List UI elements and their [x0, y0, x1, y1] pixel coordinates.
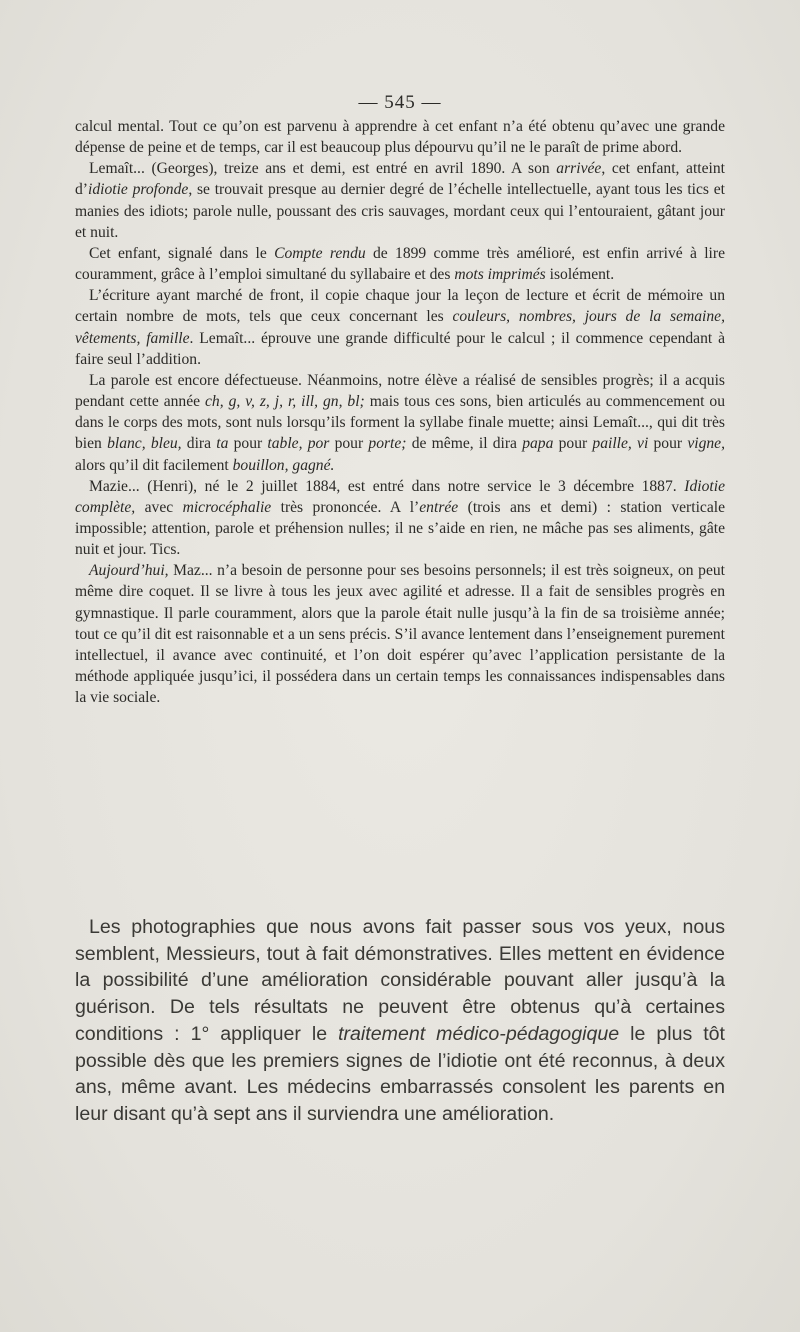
body-text-small [75, 116, 725, 708]
paragraph: Aujourd’hui, Maz... n’a besoin de personne pour ses besoins personnels; il est très soigneux, on peut même dire coquet. Il se livre à tous les jeux avec agilité et adresse. Il a fait de sensibles progrès en gymnastique. Il parle couramment, alors que la parole était nulle jusqu’à la fin de sa troisième année; tout ce qu’il dit est raisonnable et a un sens précis. S’il avance lentement dans l’enseignement purement intellectuel, il avance avec continuité, et l’on doit espérer qu’avec l’application persistante de la méthode appliquée jusqu’ici, il possédera dans un certain temps les connaissances indispensables dans la vie sociale. [75, 562, 725, 707]
paragraph: calcul mental. Tout ce qu’on est parvenu à apprendre à cet enfant n’a été obtenu qu’avec une grande dépense de peine et de temps, car il est beaucoup plus dépourvu qu’il ne le paraît de prime abord. [75, 118, 725, 157]
paragraph: La parole est encore défectueuse. Néanmoins, notre élève a réalisé de sensibles progrès; il a acquis pendant cette année ch, g, v, z, j, r, ill, gn, bl; mais tous ces sons, bien articulés au commencement ou dans le corps des mots, sont nuls lorsqu’ils forment la syllabe finale muette; ainsi Lemaît..., qui dit très bien blanc, bleu, dira ta pour table, por pour porte; de même, il dira papa pour paille, vi pour vigne, alors qu’il dit facilement bouillon, gagné. [75, 371, 725, 474]
body-text-large [75, 914, 725, 1128]
paragraph: Cet enfant, signalé dans le Compte rendu de 1899 comme très amélioré, est enfin arrivé à lire couramment, grâce à l’emploi simultané du syllabaire et des mots imprimés isolément. [75, 244, 725, 284]
paragraph: Mazie... (Henri), né le 2 juillet 1884, est entré dans notre service le 3 décembre 1887. Idiotie complète, avec microcéphalie très prononcée. A l’entrée (trois ans et demi) : station verticale impossible; attention, parole et préhension nulles; il ne s’aide en rien, ne mâche pas ses aliments, gâte nuit et jour. Tics. [75, 477, 726, 559]
paragraph: Lemaît... (Georges), treize ans et demi, est entré en avril 1890. A son arrivée, cet enfant, atteint d’idiotie profonde, se trouvait presque au dernier degré de l’échelle intellectuelle, ayant tous les tics et manies des idiots; parole nulle, poussant des cris sauvages, mordant ceux qui l’entouraient, gâtant jour et nuit. [75, 160, 725, 241]
page-number: — 545 — [358, 92, 442, 113]
paragraph: Les photographies que nous avons fait passer sous vos yeux, nous semblent, Messieurs, tout à fait démonstratives. Elles mettent en évidence la possibilité d’une amélioration considérable pouvant aller jusqu’à la guérison. De tels résultats ne peuvent être obtenus qu’à certaines conditions : 1° appliquer le traitement médico-pédagogique le plus tôt possible dès que les premiers signes de l’idiotie ont été reconnus, à deux ans, même avant. Les médecins embarrassés consolent les parents en leur disant qu’à sept ans il surviendra une amélioration. [75, 916, 726, 1125]
paragraph: L’écriture ayant marché de front, il copie chaque jour la leçon de lecture et écrit de mémoire un certain nombre de mots, tels que ceux concernant les couleurs, nombres, jours de la semaine, vêtements, famille. Lemaît... éprouve une grande difficulté pour le calcul ; il commence cependant à faire seul l’addition. [75, 287, 725, 368]
